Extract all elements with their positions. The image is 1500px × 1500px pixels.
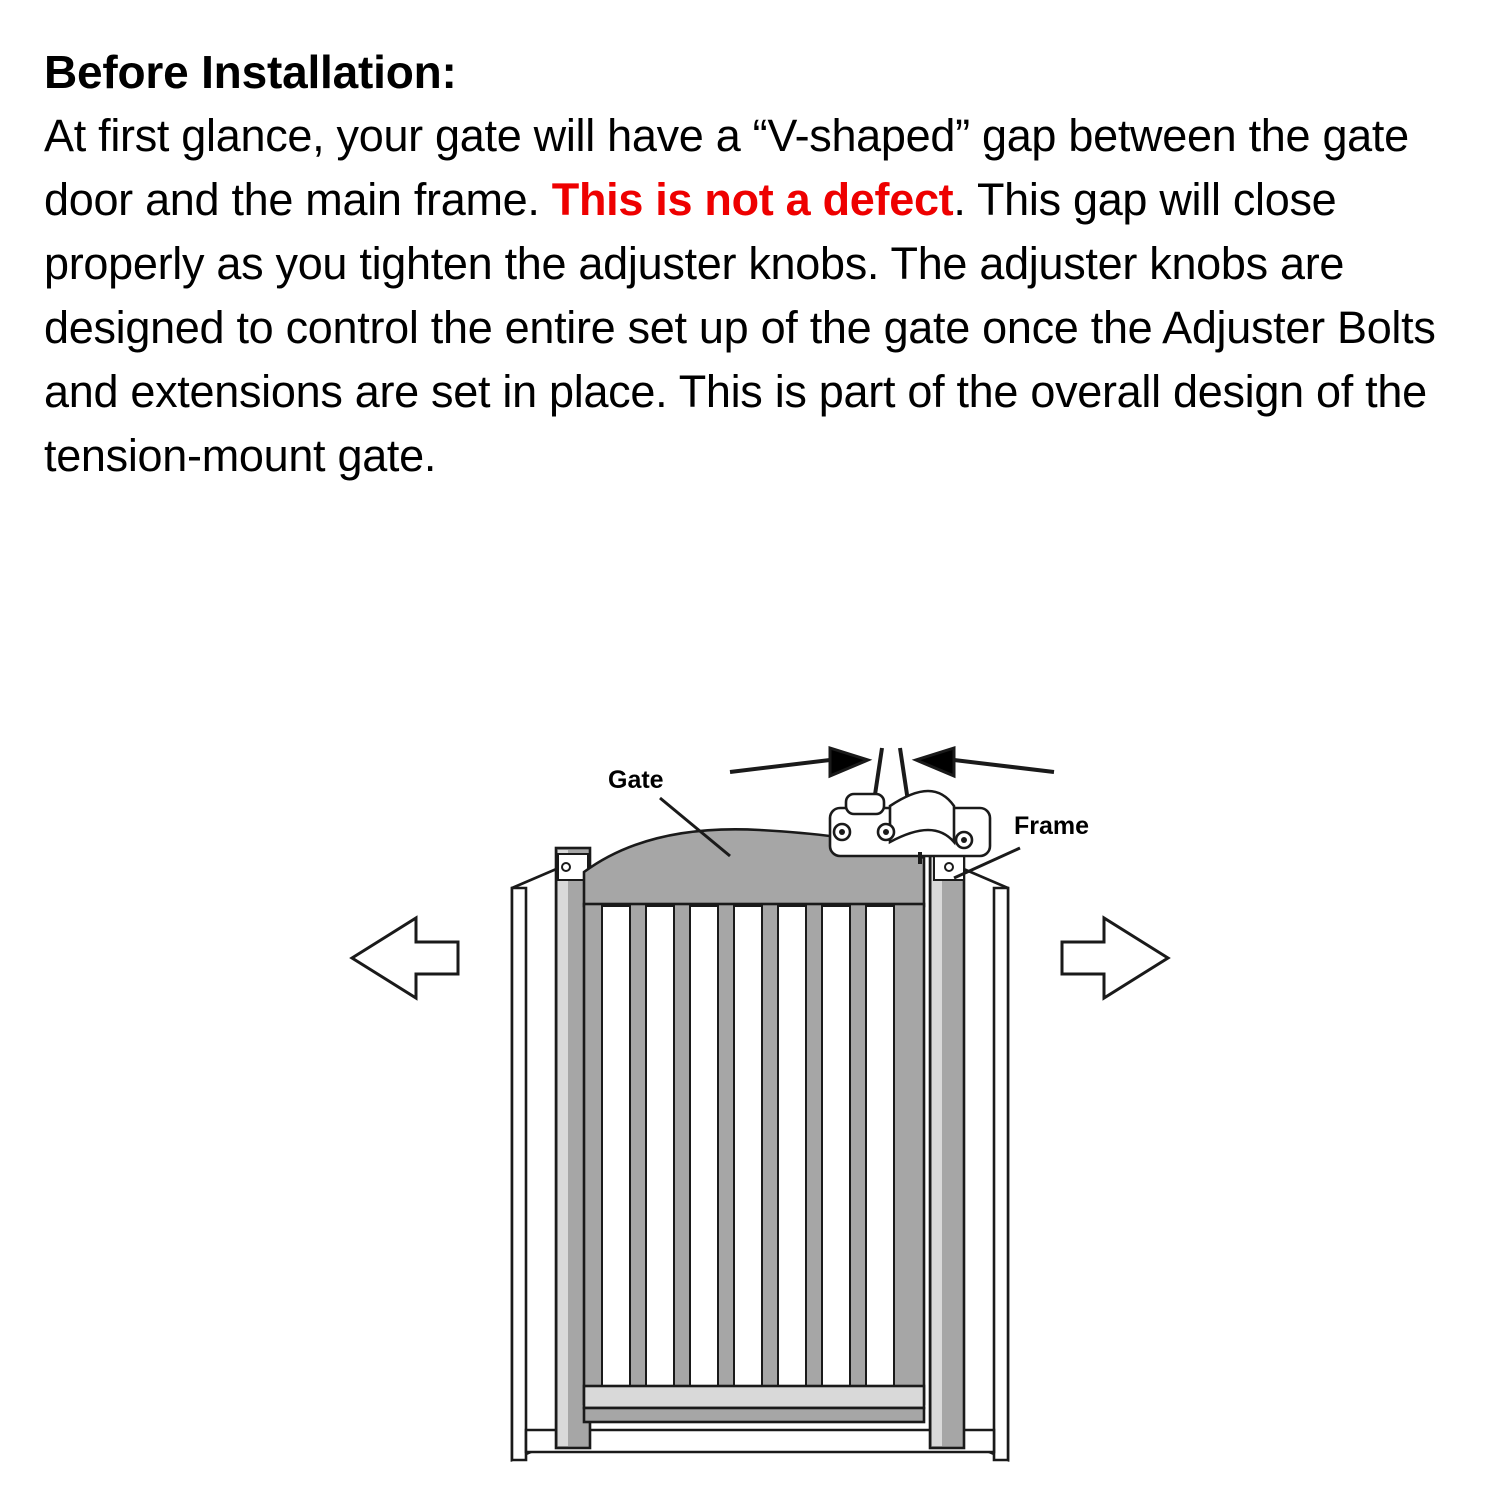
latch-handle-assembly (830, 791, 990, 864)
label-frame: Frame (1014, 812, 1090, 840)
arrow-right-icon (1062, 918, 1168, 998)
page-title: Before Installation: (44, 46, 457, 98)
paragraph-part-2: . This gap will close properly as you tighten the adjuster knobs. The adjuster knobs are designed to control the entire set up of the gate once the Adjuster Bolts and extensions are set in place. This is part of the overall design of the tension-mount gate. (44, 174, 1436, 481)
gate-door-panel (584, 829, 924, 1422)
paragraph-part-1: At first glance, your gate will have a “V-shaped” gap between the gate door and the main frame. (44, 110, 1409, 225)
instruction-paragraph (44, 104, 1464, 487)
frame-post-right (930, 848, 964, 1448)
instruction-text-block (44, 44, 1464, 487)
gate-diagram (330, 730, 1190, 1470)
arrow-left-icon (352, 918, 458, 998)
label-gate: Gate (608, 766, 664, 794)
defect-warning-text: This is not a defect (551, 174, 954, 225)
